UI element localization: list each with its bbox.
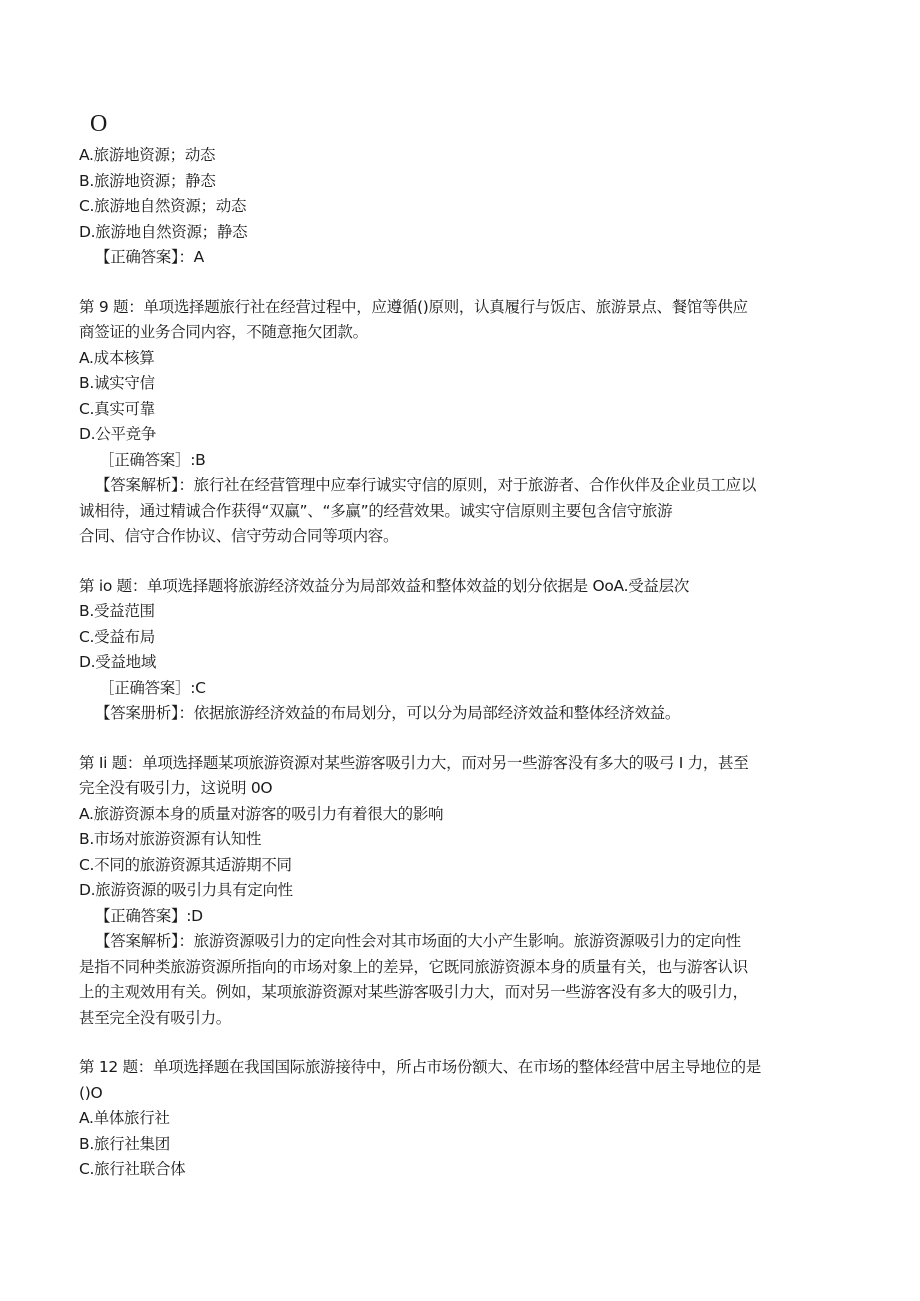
answer-analysis: 【答案解析】：旅行社在经营管理中应奉行诚实守信的原则，对于旅游者、合作伙伴及企业员工应以 <box>95 476 757 494</box>
answer-analysis: 【答案册析】：依据旅游经济效益的布局划分，可以分为局部经济效益和整体经济效益。 <box>95 704 681 722</box>
option-a: A.旅游地资源；动态 <box>79 146 216 164</box>
stray-mark: O <box>90 111 108 137</box>
option-b: B.旅行社集团 <box>79 1134 170 1153</box>
option-d: D.受益地域 <box>79 653 157 671</box>
option-c: C.旅游地自然资源；动态 <box>79 197 247 215</box>
question-stem: 第 9 题：单项选择题旅行社在经营过程中，应遵循()原则，认真履行与饭店、旅游景点、餐馆等供应 <box>79 297 748 316</box>
answer-analysis-cont: 上的主观效用有关。例如，某项旅游资源对某些游客吸引力大，而对另一些游客没有多大的吸引力， <box>79 983 748 1001</box>
answer-analysis-cont: 甚至完全没有吸引力。 <box>79 1008 232 1027</box>
question-stem: 第 12 题：单项选择题在我国国际旅游接待中，所占市场份额大、在市场的整体经营中居主导地位的是 <box>79 1058 761 1076</box>
question-10 <box>79 574 849 727</box>
correct-answer: ［正确答案］:C <box>99 678 206 697</box>
correct-answer: 【正确答案】:D <box>95 906 203 925</box>
option-c: C.不同的旅游资源其适游期不同 <box>79 855 292 874</box>
option-c: C.受益布局 <box>79 627 155 646</box>
option-d: D.旅游资源的吸引力具有定向性 <box>79 881 293 899</box>
answer-analysis-cont: 是指不同种类旅游资源所指向的市场对象上的差异，它既同旅游资源本身的质量有关，也与游客认识 <box>79 957 748 976</box>
question-stem-cont: 商签证的业务合同内容，不随意拖欠团款。 <box>79 323 368 341</box>
question-stem-cont: 完全没有吸引力，这说明 0O <box>79 779 273 797</box>
option-b: B.诚实守信 <box>79 374 155 392</box>
correct-answer: ［正确答案］:B <box>99 450 206 469</box>
option-a: A.旅游资源本身的质量对游客的吸引力有着很大的影响 <box>79 804 444 823</box>
answer-analysis-cont: 合同、信守合作协议、信守劳动合同等项内容。 <box>79 527 399 545</box>
answer-analysis: 【答案解析】：旅游资源吸引力的定向性会对其市场面的大小产生影响。旅游资源吸引力的定向性 <box>95 932 741 950</box>
question-stem: 第 Ii 题：单项选择题某项旅游资源对某些游客吸引力大，而对另一些游客没有多大的吸弓 I 力，甚至 <box>79 753 749 772</box>
option-a: A.单体旅行社 <box>79 1109 170 1127</box>
question-12 <box>79 1055 849 1183</box>
option-b: B.市场对旅游资源有认知性 <box>79 830 262 848</box>
question-stem-cont: ()O <box>79 1083 103 1102</box>
option-a: A.成本核算 <box>79 348 155 367</box>
answer-analysis-cont: 诚相待，通过精诚合作获得“双赢”、“多赢”的经营效果。诚实守信原则主要包含信守旅游 <box>79 501 673 520</box>
option-d: D.旅游地自然资源；静态 <box>79 222 248 241</box>
option-c: C.旅行社联合体 <box>79 1160 186 1178</box>
option-c: C.真实可靠 <box>79 399 155 418</box>
correct-answer: 【正确答案】：A <box>95 248 204 266</box>
question-stem: 第 io 题：单项选择题将旅游经济效益分为局部效益和整体效益的划分依据是 OoA.受益层次 <box>79 576 690 595</box>
option-b: B.旅游地资源；静态 <box>79 171 216 190</box>
question-content <box>79 143 849 1183</box>
option-d: D.公平竞争 <box>79 425 157 443</box>
question-9 <box>79 295 849 550</box>
question-11 <box>79 751 849 1032</box>
option-b: B.受益范围 <box>79 602 155 620</box>
question-8 <box>79 143 849 271</box>
